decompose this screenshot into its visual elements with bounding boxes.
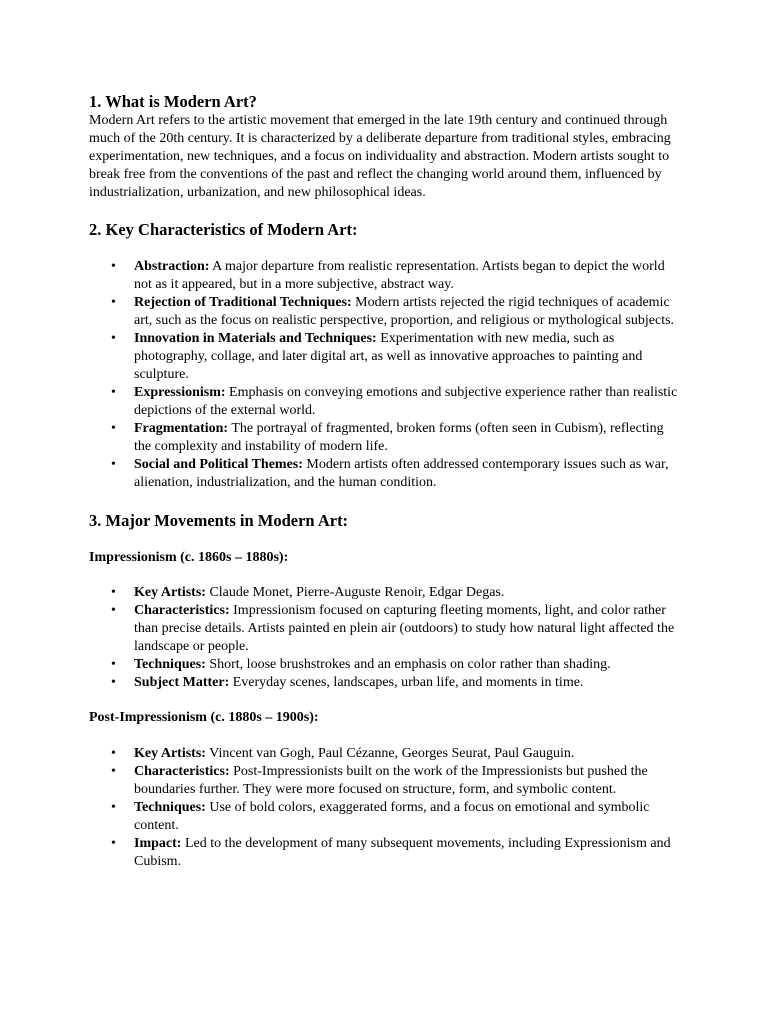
item-text: Everyday scenes, landscapes, urban life, and moments in time. bbox=[229, 675, 584, 690]
post-impressionism-heading: Post-Impressionism (c. 1880s – 1900s): bbox=[89, 710, 319, 725]
list-item bbox=[89, 384, 681, 420]
list-item bbox=[89, 258, 681, 294]
list-item bbox=[89, 799, 681, 835]
item-term: Innovation in Materials and Techniques: bbox=[134, 331, 377, 346]
item-term: Abstraction: bbox=[134, 259, 210, 274]
item-term: Fragmentation: bbox=[134, 421, 229, 436]
post-impressionism-list bbox=[89, 745, 681, 871]
item-text: Post-Impressionists built on the work of the Impressionists but pushed the boundaries further. They were more focused on structure, form, and symbolic content. bbox=[134, 764, 648, 797]
section-3-heading: 3. Major Movements in Modern Art: bbox=[89, 511, 349, 530]
item-term: Techniques: bbox=[134, 657, 206, 672]
item-text: Led to the development of many subsequent movements, including Expressionism and Cubism. bbox=[134, 836, 671, 869]
impressionism-heading: Impressionism (c. 1860s – 1880s): bbox=[89, 550, 289, 565]
item-text: Modern artists rejected the rigid techniques of academic art, such as the focus on realistic perspective, proportion, and religious or mythological subjects. bbox=[134, 295, 675, 328]
list-item bbox=[89, 330, 681, 384]
list-item bbox=[89, 456, 681, 492]
list-item bbox=[89, 294, 681, 330]
item-term: Expressionism: bbox=[134, 385, 226, 400]
item-text: Modern artists often addressed contemporary issues such as war, alienation, industrialization, and the human condition. bbox=[134, 457, 669, 490]
list-item bbox=[89, 584, 681, 602]
item-term: Key Artists: bbox=[134, 585, 206, 600]
list-item bbox=[89, 674, 681, 692]
list-item bbox=[89, 763, 681, 799]
list-item bbox=[89, 602, 681, 656]
item-text: Vincent van Gogh, Paul Cézanne, Georges Seurat, Paul Gauguin. bbox=[205, 746, 575, 761]
item-text: Use of bold colors, exaggerated forms, and a focus on emotional and symbolic content. bbox=[134, 800, 650, 833]
item-text: Short, loose brushstrokes and an emphasis on color rather than shading. bbox=[205, 657, 611, 672]
item-text: The portrayal of fragmented, broken forms (often seen in Cubism), reflecting the complexity and instability of modern life. bbox=[134, 421, 664, 454]
item-term: Characteristics: bbox=[134, 764, 230, 779]
item-term: Characteristics: bbox=[134, 603, 230, 618]
item-text: Impressionism focused on capturing fleeting moments, light, and color rather than precise details. Artists painted en plein air (outdoors) to study how natural light affected the landscape or people. bbox=[134, 603, 675, 654]
item-term: Techniques: bbox=[134, 800, 206, 815]
item-term: Subject Matter: bbox=[134, 675, 230, 690]
list-item bbox=[89, 835, 681, 871]
impressionism-list bbox=[89, 584, 681, 692]
item-text: Experimentation with new media, such as photography, collage, and later digital art, as well as innovative approaches to painting and sculpture. bbox=[134, 331, 643, 382]
item-term: Rejection of Traditional Techniques: bbox=[134, 295, 352, 310]
item-text: Emphasis on conveying emotions and subjective experience rather than realistic depictions of the external world. bbox=[134, 385, 678, 418]
section-2-heading: 2. Key Characteristics of Modern Art: bbox=[89, 220, 358, 239]
document-page bbox=[89, 92, 681, 871]
list-item bbox=[89, 745, 681, 763]
list-item bbox=[89, 656, 681, 674]
list-item bbox=[89, 420, 681, 456]
item-text: Claude Monet, Pierre-Auguste Renoir, Edgar Degas. bbox=[205, 585, 505, 600]
item-term: Key Artists: bbox=[134, 746, 206, 761]
characteristics-list bbox=[89, 258, 681, 492]
section-1-paragraph: Modern Art refers to the artistic movement that emerged in the late 19th century and continued through much of the 20th century. It is characterized by a deliberate departure from traditional styles, embracing experimentation, new techniques, and a focus on individuality and abstraction. Modern artists sought to break free from the conventions of the past and reflect the changing world around them, influenced by industrialization, urbanization, and new philosophical ideas. bbox=[89, 113, 671, 200]
item-term: Social and Political Themes: bbox=[134, 457, 303, 472]
item-term: Impact: bbox=[134, 836, 182, 851]
item-text: A major departure from realistic representation. Artists began to depict the world not as it appeared, but in a more subjective, abstract way. bbox=[134, 259, 665, 292]
section-1-heading: 1. What is Modern Art? bbox=[89, 92, 257, 111]
